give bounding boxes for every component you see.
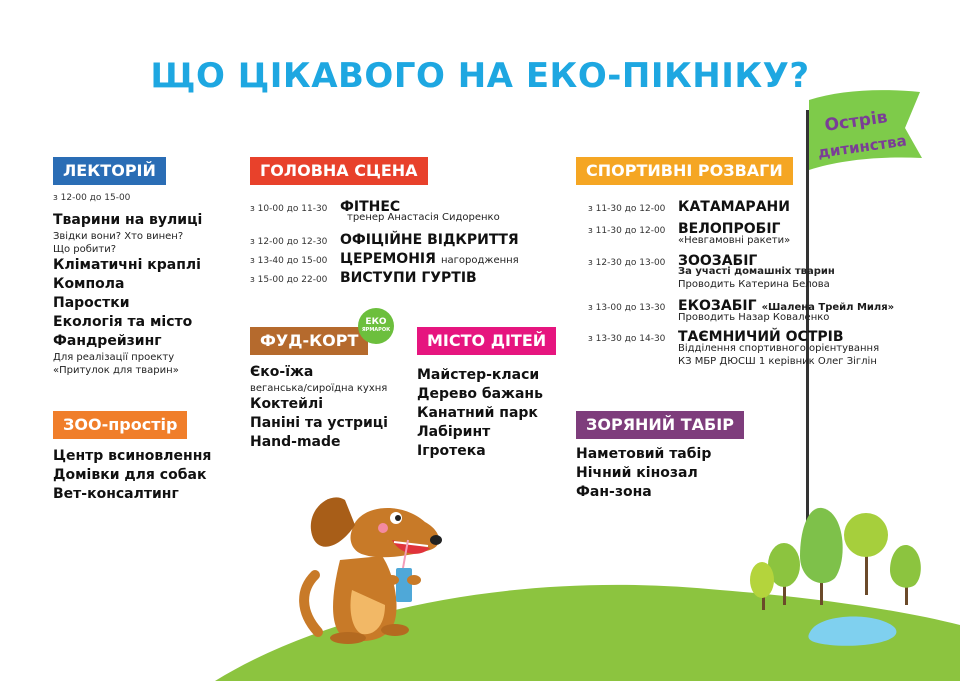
lectorium-item: Екологія та місто — [53, 314, 193, 330]
main-stage-event: ОФІЦІЙНЕ ВІДКРИТТЯ — [340, 232, 519, 248]
sport-time: з 11-30 до 12-00 — [588, 226, 666, 236]
lectorium-list — [53, 211, 202, 377]
zoo-header: ЗОО-простір — [53, 411, 187, 439]
flag-line1: Острів — [823, 107, 889, 136]
lectorium-header: ЛЕКТОРІЙ — [53, 157, 166, 185]
food-item: Паніні та устриці — [250, 415, 388, 431]
main-stage-event: ЦЕРЕМОНІЯ — [340, 251, 436, 267]
main-stage-extra: тренер Анастасія Сидоренко — [347, 212, 500, 223]
sport-event: ТАЄМНИЧИЙ ОСТРІВ — [678, 329, 844, 345]
kids-list — [417, 366, 543, 461]
sport-sub: Відділення спортивного орієнтування — [678, 343, 880, 354]
main-stage-time: з 12-00 до 12-30 — [250, 237, 328, 247]
sport-inline: «Шалена Трейл Миля» — [761, 302, 895, 313]
lectorium-item-sub: «Притулок для тварин» — [53, 365, 179, 376]
lectorium-item: Кліматичні краплі — [53, 257, 201, 273]
main-stage-header: ГОЛОВНА СЦЕНА — [250, 157, 428, 185]
star-camp-header: ЗОРЯНИЙ ТАБІР — [576, 411, 744, 439]
kids-item: Дерево бажань — [417, 386, 543, 402]
food-item: Коктейлі — [250, 396, 324, 412]
food-list — [250, 363, 388, 452]
main-stage-time: з 13-40 до 15-00 — [250, 256, 328, 266]
zoo-item: Домівки для собак — [53, 467, 207, 483]
sport-time: з 13-00 до 13-30 — [588, 303, 666, 313]
sport-sub: За участі домашніх тварин — [678, 266, 835, 277]
kids-item: Майстер-класи — [417, 367, 540, 383]
sport-sub: «Невгамовні ракети» — [678, 235, 791, 246]
star-camp-item: Нічний кінозал — [576, 465, 698, 481]
zoo-list — [53, 447, 211, 504]
star-camp-item: Наметовий табір — [576, 446, 712, 462]
lectorium-item-sub: Що робити? — [53, 244, 116, 255]
sport-row — [588, 196, 790, 217]
sport-event: ЗООЗАБІГ — [678, 253, 758, 269]
main-stage-row — [250, 248, 519, 269]
lectorium-time: з 12-00 до 15-00 — [53, 193, 131, 203]
main-stage-event: ФІТНЕС — [340, 199, 401, 215]
sport-sub: Проводить Назар Коваленко — [678, 312, 830, 323]
eco-market-badge — [358, 308, 394, 344]
zoo-item: Вет-консалтинг — [53, 486, 179, 502]
lectorium-item: Фандрейзинг — [53, 333, 162, 349]
lectorium-item: Тварини на вулиці — [53, 212, 203, 228]
sport-time: з 12-30 до 13-00 — [588, 258, 666, 268]
food-item-sub: веганська/сироїдна кухня — [250, 383, 388, 394]
page-title: ЩО ЦІКАВОГО НА ЕКО-ПІКНІКУ? — [150, 56, 810, 96]
star-camp-list — [576, 445, 711, 502]
lectorium-item-sub: Звідки вони? Хто винен? — [53, 231, 184, 242]
main-stage-event: ВИСТУПИ ГУРТІВ — [340, 270, 477, 286]
kids-item: Ігротека — [417, 443, 486, 459]
lectorium-item: Паростки — [53, 295, 130, 311]
food-item: Hand-made — [250, 434, 341, 450]
lectorium-item-sub: Для реалізації проекту — [53, 352, 175, 363]
eco-badge-line1: ЕКО — [365, 317, 387, 327]
main-stage-time: з 15-00 до 22-00 — [250, 275, 328, 285]
trees — [750, 508, 921, 610]
food-item: Єко-їжа — [250, 364, 314, 380]
eco-badge-line2: ЯРМАРОК — [361, 327, 391, 333]
main-stage-row — [250, 229, 519, 250]
food-header: ФУД-КОРТ — [250, 327, 368, 355]
lectorium-item: Компола — [53, 276, 125, 292]
sport-event: КАТАМАРАНИ — [678, 199, 790, 215]
flag-line2: дитинства — [816, 131, 908, 162]
zoo-item: Центр всиновлення — [53, 448, 212, 464]
main-stage-extra: нагородження — [441, 255, 519, 266]
sport-event: ЕКОЗАБІГ — [678, 298, 757, 314]
star-camp-item: Фан-зона — [576, 484, 652, 500]
kids-header: МІСТО ДІТЕЙ — [417, 327, 556, 355]
sport-sub: Проводить Катерина Белова — [678, 279, 830, 290]
sport-time: з 13-30 до 14-30 — [588, 334, 666, 344]
sport-sub: КЗ МБР ДЮСШ 1 керівник Олег Зіглін — [678, 356, 877, 367]
sport-time: з 11-30 до 12-00 — [588, 204, 666, 214]
sport-header: СПОРТИВНІ РОЗВАГИ — [576, 157, 793, 185]
sport-event: ВЕЛОПРОБІГ — [678, 221, 781, 237]
kids-item: Лабіринт — [417, 424, 491, 440]
main-stage-row — [250, 267, 477, 288]
main-stage-time: з 10-00 до 11-30 — [250, 204, 328, 214]
kids-item: Канатний парк — [417, 405, 538, 421]
